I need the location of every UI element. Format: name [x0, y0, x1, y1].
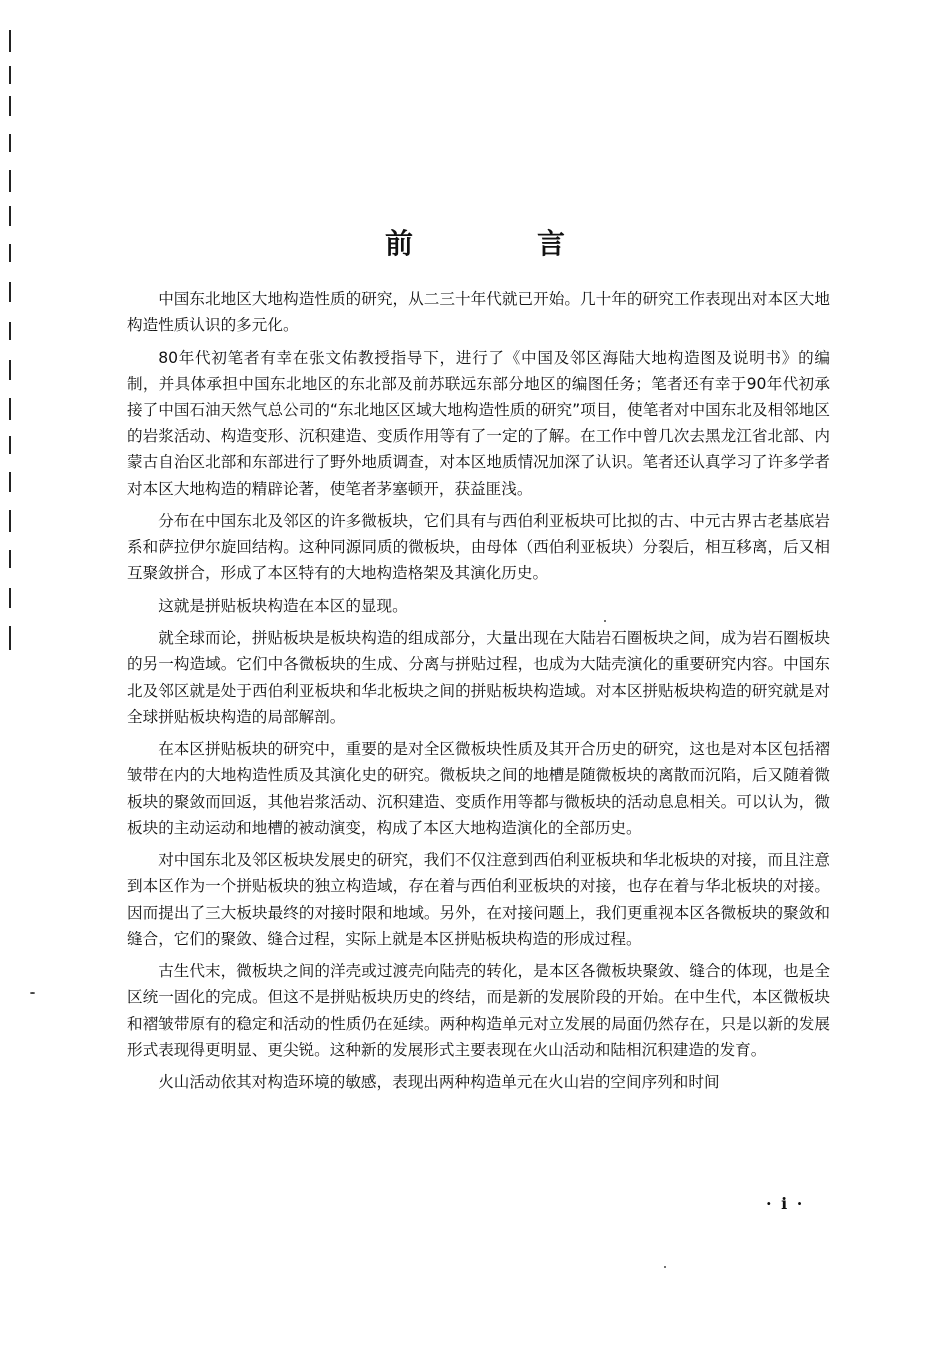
- paragraph: 就全球而论，拼贴板块是板块构造的组成部分，大量出现在大陆岩石圈板块之间，成为岩石圈板块的另一构造域。它们中各微板块的生成、分离与拼贴过程，也成为大陆壳演化的重要研究内容。中国东北及邻区就是处于西伯利亚板块和华北板块之间的拼贴板块构造域。对本区拼贴板块构造的研究就是对全球拼贴板块构造的局部解剖。: [127, 629, 830, 726]
- scan-speck: [604, 620, 606, 622]
- paragraph: 中国东北地区大地构造性质的研究，从二三十年代就已开始。几十年的研究工作表现出对本区大地构造性质认识的多元化。: [127, 290, 830, 335]
- paragraph: 在本区拼贴板块的研究中，重要的是对全区微板块性质及其开合历史的研究，这也是对本区包括褶皱带在内的大地构造性质及其演化史的研究。微板块之间的地槽是随微板块的离散而沉陷，后又随着微板块的聚敛而回返，其他岩浆活动、沉积建造、变质作用等都与微板块的活动息息相关。可以认为，微板块的主动运动和地槽的被动演变，构成了本区大地构造演化的全部历史。: [127, 740, 830, 837]
- paragraph: 80年代初笔者有幸在张文佑教授指导下，进行了《中国及邻区海陆大地构造图及说明书》的编制，并具体承担中国东北地区的东北部及前苏联远东部分地区的编图任务；笔者还有幸于90年代初承接了中国石油天然气总公司的“东北地区区域大地构造性质的研究”项目，使笔者对中国东北及相邻地区的岩浆活动、构造变形、沉积建造、变质作用等有了一定的了解。在工作中曾几次去黑龙江省北部、内蒙古自治区北部和东部进行了野外地质调查，对本区地质情况加深了认识。笔者还认真学习了许多学者对本区大地构造的精辟论著，使笔者茅塞顿开，获益匪浅。: [127, 348, 830, 498]
- paragraph: 对中国东北及邻区板块发展史的研究，我们不仅注意到西伯利亚板块和华北板块的对接，而且注意到本区作为一个拼贴板块的独立构造域，存在着与西伯利亚板块的对接，也存在着与华北板块的对接。因而提出了三大板块最终的对接时限和地域。另外，在对接问题上，我们更重视本区各微板块的聚敛和缝合，它们的聚敛、缝合过程，实际上就是本区拼贴板块构造的形成过程。: [127, 851, 830, 948]
- paragraph: 古生代末，微板块之间的洋壳或过渡壳向陆壳的转化，是本区各微板块聚敛、缝合的体现，也是全区统一固化的完成。但这不是拼贴板块历史的终结，而是新的发展阶段的开始。在中生代，本区微板块和褶皱带原有的稳定和活动的性质仍在延续。两种构造单元对立发展的局面仍然存在，只是以新的发展形式表现得更明显、更尖锐。这种新的发展形式主要表现在火山活动和陆相沉积建造的发育。: [127, 962, 830, 1059]
- body-text: [127, 286, 830, 1102]
- page-number: · i ·: [766, 1194, 805, 1213]
- paragraph: 分布在中国东北及邻区的许多微板块，它们具有与西伯利亚板块可比拟的古、中元古界古老基底岩系和萨拉伊尔旋回结构。这种同源同质的微板块，由母体（西伯利亚板块）分裂后，相互移离，后又相互聚敛拼合，形成了本区特有的大地构造格架及其演化历史。: [127, 512, 830, 583]
- page-title: 前 言: [384, 227, 613, 260]
- scan-speck: [30, 992, 35, 994]
- binding-edge-marks: [9, 30, 13, 670]
- scan-speck: [664, 1266, 666, 1268]
- paragraph: 这就是拼贴板块构造在本区的显现。: [158, 596, 408, 615]
- paragraph: 火山活动依其对构造环境的敏感，表现出两种构造单元在火山岩的空间序列和时间: [158, 1073, 720, 1092]
